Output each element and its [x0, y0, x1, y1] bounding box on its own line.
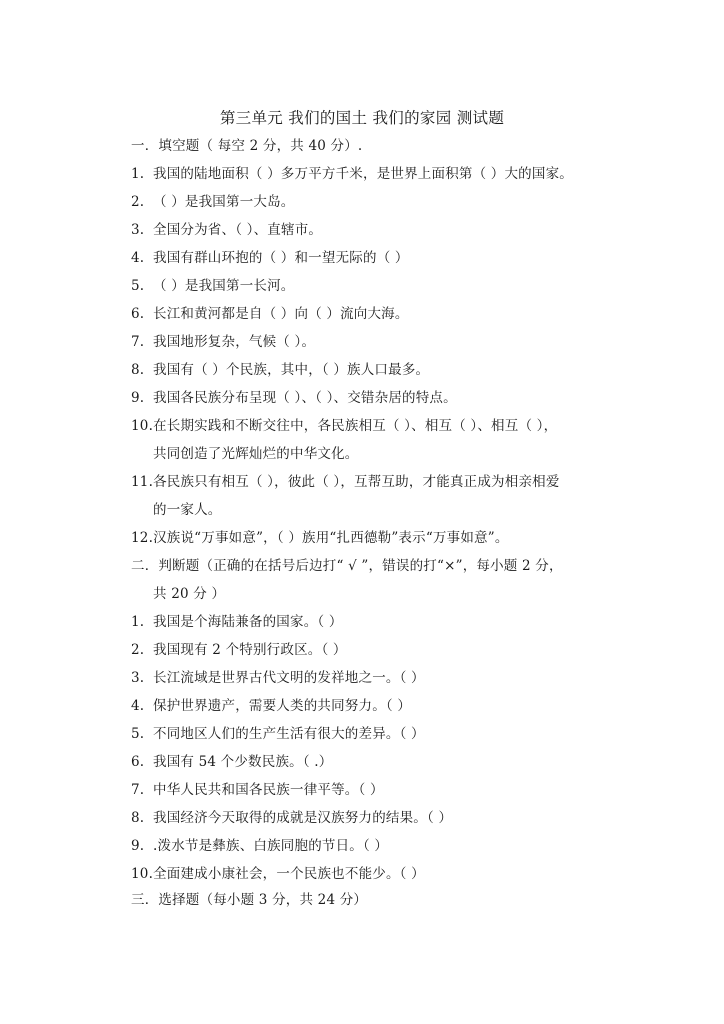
item-text: 我国现有 2 个特别行政区。（ ） [153, 642, 347, 658]
item-number: 5. [131, 278, 145, 294]
item-text: 保护世界遗产，需要人类的共同努力。（ ） [153, 698, 412, 714]
list-item [131, 332, 315, 352]
item-text: 我国有（ ）个民族，其中，（ ）族人口最多。 [153, 362, 430, 378]
item-number: 3. [131, 222, 145, 238]
section3-heading: 三．选择题（每小题 3 分，共 24 分） [131, 892, 368, 908]
item-number: 9. [131, 838, 145, 854]
section1-heading: 一．填空题（ 每空 2 分，共 40 分）. [131, 138, 363, 154]
list-item [131, 248, 409, 268]
item-number: 9. [131, 390, 145, 406]
list-item [131, 360, 429, 380]
item-text: 各民族只有相互（ ），彼此（ ），互帮互助，才能真正成为相亲相爱 [153, 474, 560, 490]
list-item [131, 752, 333, 772]
item-text: 汉族说“万事如意”，（ ）族用“扎西德勒”表示“万事如意”。 [153, 530, 509, 546]
list-item [131, 724, 425, 744]
list-item [131, 416, 557, 436]
list-item [131, 836, 388, 856]
item-number: 2. [131, 194, 145, 210]
item-text: 我国经济今天取得的成就是汉族努力的结果。（ ） [153, 810, 453, 826]
item-text: 我国的陆地面积（ ）多万平方千米，是世界上面积第（ ）大的国家。 [153, 166, 573, 182]
item-continuation: 共同创造了光辉灿烂的中华文化。 [153, 446, 359, 462]
item-number: 11. [131, 474, 154, 490]
list-item [131, 528, 509, 548]
page-title: 第三单元 我们的国土 我们的家园 测试题 [219, 109, 505, 127]
list-item [131, 472, 560, 492]
item-text: （ ）是我国第一长河。 [153, 278, 295, 294]
item-text: 全国分为省、（ ）、直辖市。 [153, 222, 323, 238]
item-text: 我国地形复杂，气候（ ）。 [153, 334, 316, 350]
item-text: 在长期实践和不断交往中，各民族相互（ ）、相互（ ）、相互（ ）， [153, 418, 558, 434]
item-number: 10. [131, 866, 154, 882]
item-number: 6. [131, 754, 145, 770]
item-number: 4. [131, 250, 145, 266]
item-number: 2. [131, 642, 145, 658]
list-item [131, 612, 343, 632]
list-item [131, 276, 295, 296]
list-item [131, 640, 347, 660]
section2-heading: 二．判断题（正确的在括号后边打“ √ ”，错误的打“×”，每小题 2 分， [131, 558, 563, 574]
list-item [131, 304, 409, 324]
item-text: 我国各民族分布呈现（ ）、（ ）、交错杂居的特点。 [153, 390, 457, 406]
list-item [131, 808, 452, 828]
item-text: 全面建成小康社会，一个民族也不能少。（ ） [153, 866, 425, 882]
item-number: 1. [131, 614, 145, 630]
list-item [131, 864, 425, 884]
item-number: 7. [131, 334, 145, 350]
item-text: 我国有 54 个少数民族。（ .） [153, 754, 333, 770]
item-text: 长江流域是世界古代文明的发祥地之一。（ ） [153, 670, 425, 686]
item-text: （ ）是我国第一大岛。 [153, 194, 295, 210]
list-item [131, 192, 295, 212]
item-number: 8. [131, 362, 145, 378]
item-number: 6. [131, 306, 145, 322]
item-number: 12. [131, 530, 154, 546]
list-item [131, 668, 425, 688]
item-number: 5. [131, 726, 145, 742]
list-item [131, 388, 457, 408]
item-number: 1. [131, 166, 145, 182]
item-number: 8. [131, 810, 145, 826]
item-text: 我国是个海陆兼备的国家。（ ） [153, 614, 343, 630]
list-item [131, 164, 573, 184]
item-text: 我国有群山环抱的（ ）和一望无际的（ ） [153, 250, 409, 266]
item-text: 长江和黄河都是自（ ）向（ ）流向大海。 [153, 306, 409, 322]
item-number: 7. [131, 782, 145, 798]
section2-heading-continuation: 共 20 分 ） [153, 586, 226, 602]
item-number: 10. [131, 418, 154, 434]
item-continuation: 的一家人。 [153, 502, 222, 518]
list-item [131, 696, 411, 716]
item-text: .泼水节是彝族、白族同胞的节日。（ ） [153, 838, 389, 854]
item-number: 4. [131, 698, 145, 714]
list-item [131, 220, 322, 240]
item-text: 中华人民共和国各民族一律平等。（ ） [153, 782, 384, 798]
list-item [131, 780, 384, 800]
item-number: 3. [131, 670, 145, 686]
item-text: 不同地区人们的生产生活有很大的差异。（ ） [153, 726, 425, 742]
